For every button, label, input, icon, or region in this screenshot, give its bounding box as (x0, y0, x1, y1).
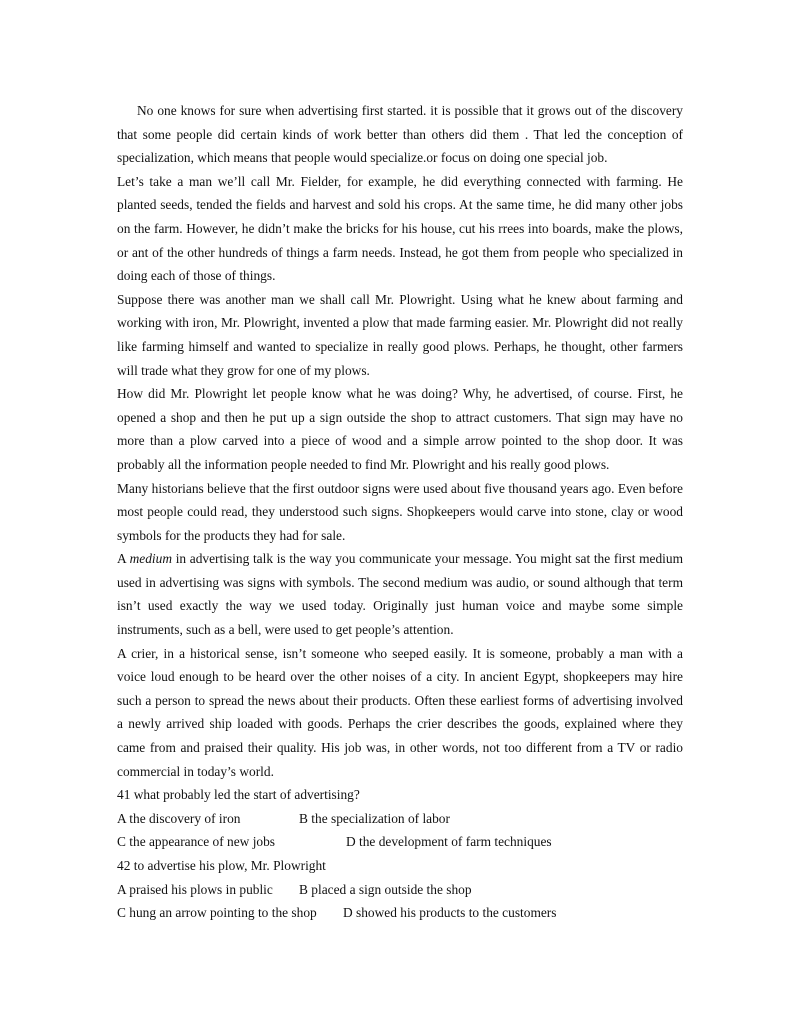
paragraph-4: How did Mr. Plowright let people know what he was doing? Why, he advertised, of course. First, he opened a shop and then he put up a sign outside the shop to attract customers. That sign may have no more than a plow carved into a piece of wood and a simple arrow pointed to the shop door. It was probably all the information people needed to find Mr. Plowright and his really good plows. (117, 386, 683, 472)
question-42-stem: 42 to advertise his plow, Mr. Plowright (117, 858, 326, 873)
question-41-options-row-2 (117, 830, 683, 854)
question-42-option-d: D showed his products to the customers (343, 905, 557, 921)
question-42-option-b: B placed a sign outside the shop (299, 881, 472, 897)
question-42-options-row-2 (117, 901, 683, 925)
question-41-options-row-1 (117, 807, 683, 831)
paragraph-2: Let’s take a man we’ll call Mr. Fielder, for example, he did everything connected with farming. He planted seeds, tended the fields and harvest and sold his crops. At the same time, he did many other jobs on the farm. However, he didn’t make the bricks for his house, cut his rrees into boards, make the plows, or ant of the other hundreds of things a farm needs. Instead, he got them from people who specialized in doing each of those of things. (117, 173, 683, 284)
question-41-option-b: B the specialization of labor (299, 810, 450, 826)
paragraph-5: Many historians believe that the first outdoor signs were used about five thousand years ago. Even before most people could read, they understood such signs. Shopkeepers would carve into stone, clay or wood symbols for the products they had for sale. (117, 480, 683, 543)
paragraph-6-italic-term: medium (129, 551, 173, 567)
paragraph-7: A crier, in a historical sense, isn’t someone who seeped easily. It is someone, probably a man with a voice loud enough to be heard over the other noises of a city. In ancient Egypt, shopkeepers may hire such a person to spread the news about their products. Often these earliest forms of advertising involved a newly arrived ship loaded with goods. Perhaps the crier describes the goods, explained where they came from and praised their quality. His job was, in other words, not too different from a TV or radio commercial in today’s world. (117, 645, 683, 779)
question-41-option-d: D the development of farm techniques (346, 834, 552, 850)
paragraph-6-rest: in advertising talk is the way you communicate your message. You might sat the first medium used in advertising was signs with symbols. The second medium was audio, or sound although that term isn’t used exactly the way we used today. Originally just human voice and maybe some simple instruments, such as a bell, were used to get people’s attention. (117, 551, 683, 638)
question-41-stem: 41 what probably led the start of advertising? (117, 787, 360, 803)
question-42-options-row-1 (117, 878, 683, 902)
question-42-option-c: C hung an arrow pointing to the shop (117, 905, 317, 921)
question-42-option-a: A praised his plows in public (117, 881, 273, 897)
paragraph-3: Suppose there was another man we shall call Mr. Plowright. Using what he knew about farming and working with iron, Mr. Plowright, invented a plow that made farming easier. Mr. Plowright did not really like farming himself and wanted to specialize in really good plows. Perhaps, he thought, other farmers will trade what they grow for one of my plows. (117, 291, 683, 378)
document-body (117, 99, 683, 925)
question-41-option-c: C the appearance of new jobs (117, 834, 276, 850)
question-41-option-a: A the discovery of iron (117, 810, 241, 826)
paragraph-6 (117, 547, 683, 641)
paragraph-6-start: A (117, 551, 130, 567)
paragraph-1: No one knows for sure when advertising first started. it is possible that it grows out of the discovery that some people did certain kinds of work better than others did them . That led the conception of specialization, which means that people would specialize.or focus on doing one special job. (117, 103, 683, 166)
